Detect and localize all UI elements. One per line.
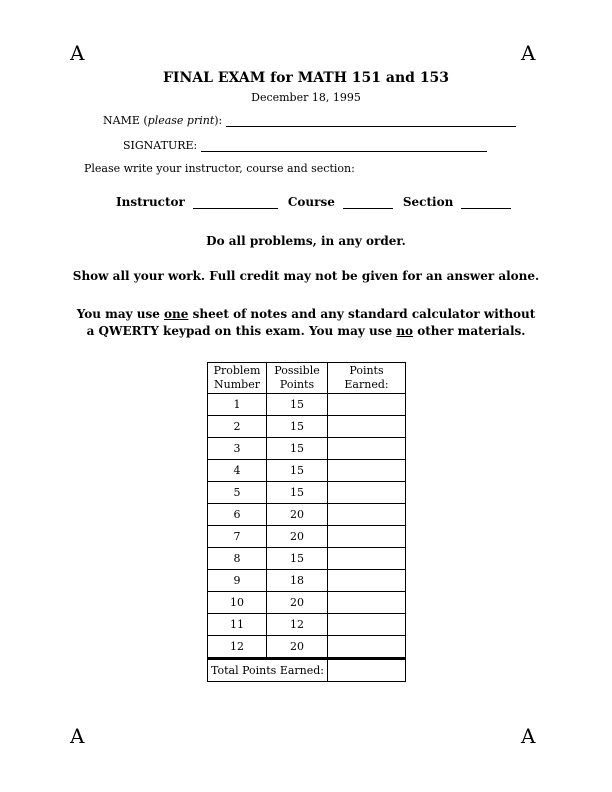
problem-number: 4 — [208, 460, 267, 482]
points-earned-cell[interactable] — [328, 636, 406, 659]
possible-points: 15 — [267, 548, 328, 570]
points-earned-cell[interactable] — [328, 570, 406, 592]
table-row — [208, 394, 406, 416]
corner-version-mark: A — [521, 724, 536, 748]
table-header-row — [208, 363, 406, 394]
table-row — [208, 614, 406, 636]
problem-number: 9 — [208, 570, 267, 592]
possible-points: 15 — [267, 460, 328, 482]
section-label: Section — [402, 195, 454, 209]
column-header: Points Earned: — [328, 363, 406, 394]
course-blank-line[interactable] — [343, 196, 393, 209]
table-row — [208, 548, 406, 570]
points-earned-cell[interactable] — [328, 416, 406, 438]
problem-number: 12 — [208, 636, 267, 659]
corner-version-mark: A — [70, 41, 85, 65]
instruction-line: a QWERTY keypad on this exam. You may use no other materials. — [86, 324, 526, 338]
possible-points: 15 — [267, 482, 328, 504]
points-earned-cell[interactable] — [328, 592, 406, 614]
exam-title: FINAL EXAM for MATH 151 and 153 — [162, 70, 450, 86]
problem-number: 1 — [208, 394, 267, 416]
points-earned-cell[interactable] — [328, 482, 406, 504]
name-blank-line[interactable] — [226, 114, 516, 127]
possible-points: 20 — [267, 636, 328, 659]
problem-number: 3 — [208, 438, 267, 460]
table-row — [208, 416, 406, 438]
corner-version-mark: A — [521, 41, 536, 65]
points-earned-cell[interactable] — [328, 504, 406, 526]
table-row — [208, 592, 406, 614]
table-row — [208, 570, 406, 592]
possible-points: 15 — [267, 438, 328, 460]
points-earned-cell[interactable] — [328, 526, 406, 548]
corner-version-mark: A — [70, 724, 85, 748]
problem-number: 7 — [208, 526, 267, 548]
possible-points: 18 — [267, 570, 328, 592]
instructor-prompt: Please write your instructor, course and section: — [84, 162, 355, 175]
instruction-line: Do all problems, in any order. — [206, 234, 406, 248]
table-row — [208, 636, 406, 659]
points-earned-cell[interactable] — [328, 548, 406, 570]
name-field-row — [103, 114, 516, 127]
total-points-earned-cell[interactable] — [328, 659, 406, 682]
problem-number: 6 — [208, 504, 267, 526]
problem-number: 11 — [208, 614, 267, 636]
instruction-line: You may use one sheet of notes and any standard calculator without — [76, 307, 536, 321]
column-header: Possible Points — [267, 363, 328, 394]
total-points-label: Total Points Earned: — [208, 659, 328, 682]
exam-date: December 18, 1995 — [251, 91, 361, 104]
name-label: NAME (please print): — [103, 114, 223, 127]
table-row — [208, 482, 406, 504]
possible-points: 12 — [267, 614, 328, 636]
table-row — [208, 504, 406, 526]
signature-label: SIGNATURE: — [123, 139, 198, 152]
signature-blank-line[interactable] — [201, 139, 487, 152]
total-row — [208, 659, 406, 682]
points-earned-cell[interactable] — [328, 438, 406, 460]
instructor-blank-line[interactable] — [193, 196, 278, 209]
problem-number: 5 — [208, 482, 267, 504]
table-row — [208, 526, 406, 548]
possible-points: 15 — [267, 416, 328, 438]
problem-number: 10 — [208, 592, 267, 614]
instruction-line: Show all your work. Full credit may not be given for an answer alone. — [72, 269, 540, 283]
instructor-course-section-row — [116, 195, 521, 209]
table-row — [208, 438, 406, 460]
points-earned-cell[interactable] — [328, 460, 406, 482]
column-header: Problem Number — [208, 363, 267, 394]
course-label: Course — [287, 195, 335, 209]
table-row — [208, 460, 406, 482]
possible-points: 20 — [267, 504, 328, 526]
signature-field-row — [123, 139, 487, 152]
section-blank-line[interactable] — [461, 196, 511, 209]
possible-points: 20 — [267, 592, 328, 614]
problem-number: 8 — [208, 548, 267, 570]
possible-points: 15 — [267, 394, 328, 416]
possible-points: 20 — [267, 526, 328, 548]
score-table — [207, 362, 406, 682]
points-earned-cell[interactable] — [328, 614, 406, 636]
points-earned-cell[interactable] — [328, 394, 406, 416]
instructor-label: Instructor — [116, 195, 185, 209]
problem-number: 2 — [208, 416, 267, 438]
